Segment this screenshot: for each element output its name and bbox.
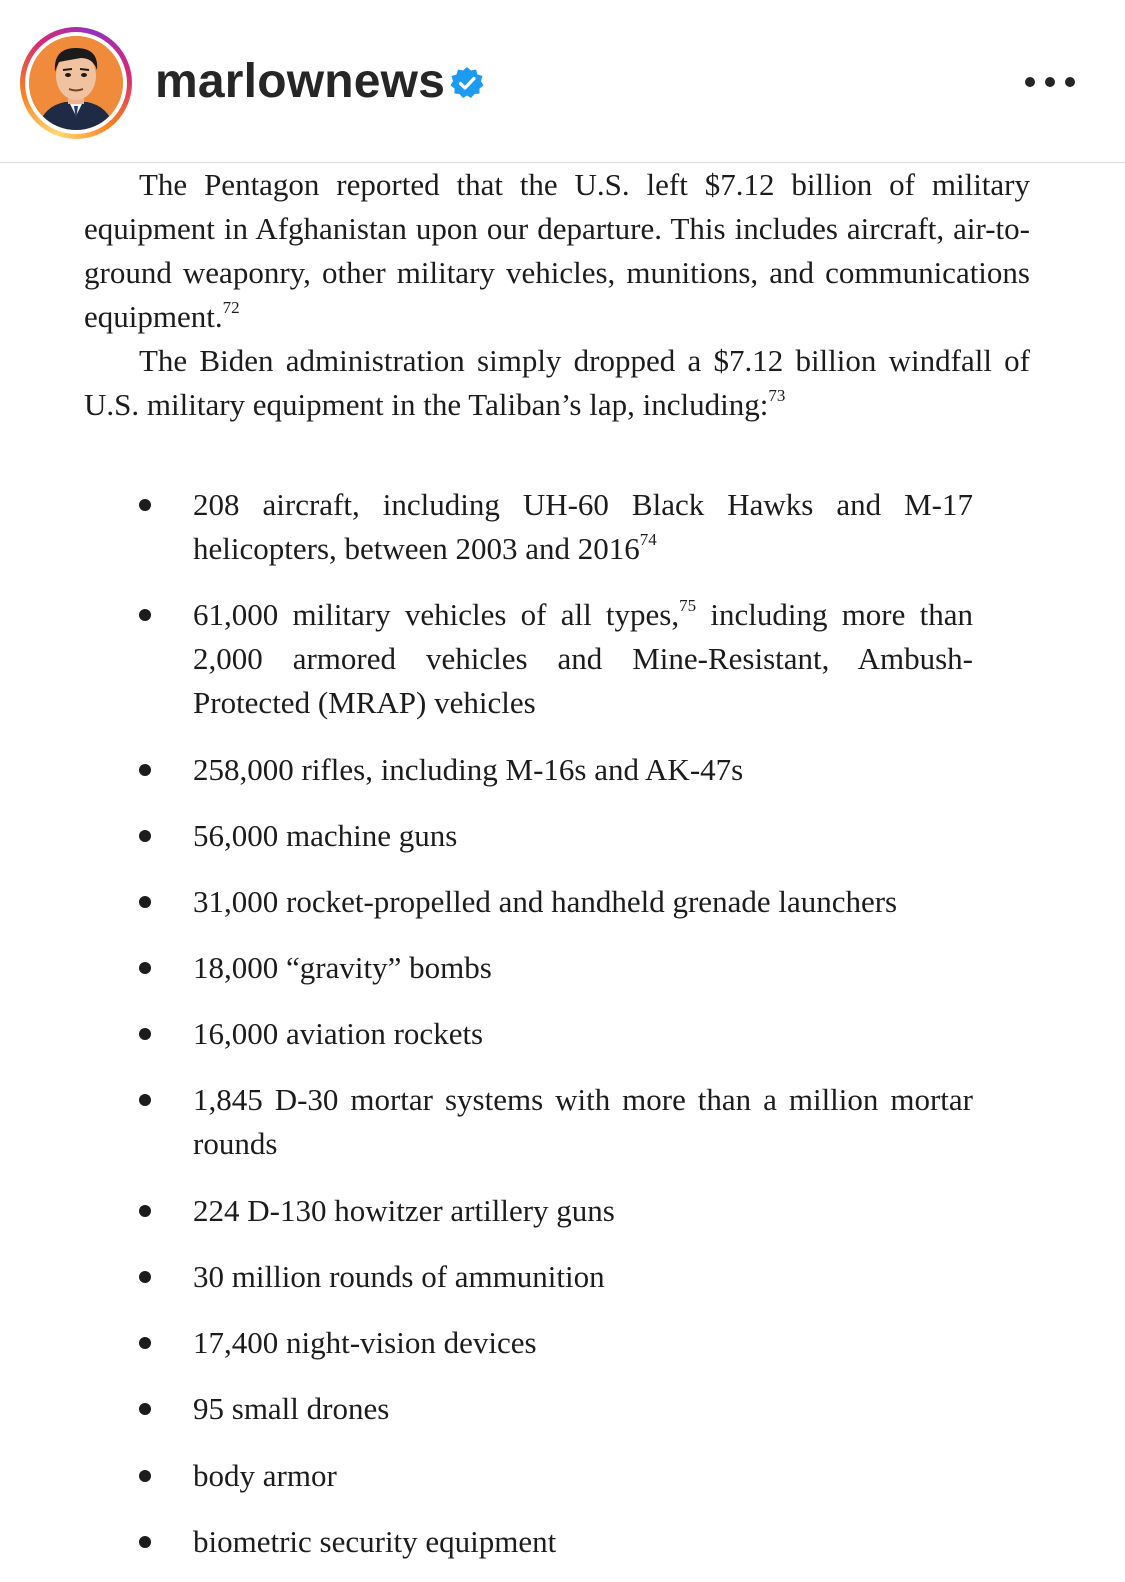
bullet-icon — [139, 1403, 151, 1415]
bullet-icon — [139, 764, 151, 776]
list-item-text: 224 D-130 howitzer artillery guns — [193, 1193, 615, 1228]
bullet-icon — [139, 499, 151, 511]
bullet-icon — [139, 1028, 151, 1040]
bullet-icon — [139, 830, 151, 842]
list-item-text: 17,400 night-vision devices — [193, 1325, 537, 1360]
footnote-marker: 72 — [222, 298, 240, 317]
list-item-text — [193, 593, 973, 725]
bullet-icon — [139, 1337, 151, 1349]
list-item-text: 30 million rounds of ammunition — [193, 1259, 605, 1294]
bullet-icon — [139, 1205, 151, 1217]
list-item-text: 258,000 rifles, including M-16s and AK-47s — [193, 752, 744, 787]
footnote-marker: 73 — [768, 386, 786, 405]
more-options-icon[interactable] — [1022, 72, 1078, 92]
bullet-icon — [139, 1470, 151, 1482]
bullet-icon — [139, 1271, 151, 1283]
verified-badge-icon — [450, 66, 484, 100]
story-ring[interactable] — [20, 27, 132, 139]
item-text-continued: including more than 2,000 armored vehicles and Mine-Resistant, Ambush-Protected (MRAP) vehicles — [193, 597, 973, 720]
paragraph-text: The Biden administration simply dropped a $7.12 billion windfall of U.S. military equipment in the Taliban’s lap, including: — [84, 343, 1030, 422]
paragraph-biden-administration — [84, 339, 1030, 427]
list-item-text: 18,000 “gravity” bombs — [193, 950, 492, 985]
bullet-icon — [139, 962, 151, 974]
bullet-icon — [139, 896, 151, 908]
list-item-text: body armor — [193, 1458, 337, 1493]
avatar-frame — [25, 32, 127, 134]
avatar[interactable] — [29, 36, 123, 130]
bullet-icon — [139, 1094, 151, 1106]
book-page-image — [0, 163, 1125, 1582]
bullet-icon — [139, 609, 151, 621]
list-item-text: 56,000 machine guns — [193, 818, 458, 853]
list-item-text: 1,845 D-30 mortar systems with more than a million mortar rounds — [193, 1082, 973, 1161]
footnote-marker: 75 — [679, 596, 697, 615]
paragraph-text: The Pentagon reported that the U.S. left $7.12 billion of military equipment in Afghanistan upon our departure. This includes aircraft, air-to-ground weaponry, other military vehicles, munitions, and communications equipment. — [84, 167, 1030, 334]
list-item-text: 16,000 aviation rockets — [193, 1016, 484, 1051]
avatar-portrait-icon — [29, 36, 123, 130]
list-item-text: 95 small drones — [193, 1391, 390, 1426]
footnote-marker: 74 — [639, 530, 657, 549]
post-header — [0, 0, 1125, 163]
list-item-text: biometric security equipment — [193, 1524, 557, 1559]
list-item-text: 31,000 rocket-propelled and handheld grenade launchers — [193, 884, 898, 919]
item-text: 208 aircraft, including UH-60 Black Hawks and M-17 helicopters, between 2003 and 2016 — [193, 487, 973, 566]
item-text: 61,000 military vehicles of all types, — [193, 597, 680, 632]
paragraph-pentagon-report — [84, 163, 1030, 339]
username-link[interactable]: marlownews — [155, 55, 446, 108]
bullet-icon — [139, 1536, 151, 1548]
list-item-text — [193, 483, 973, 571]
